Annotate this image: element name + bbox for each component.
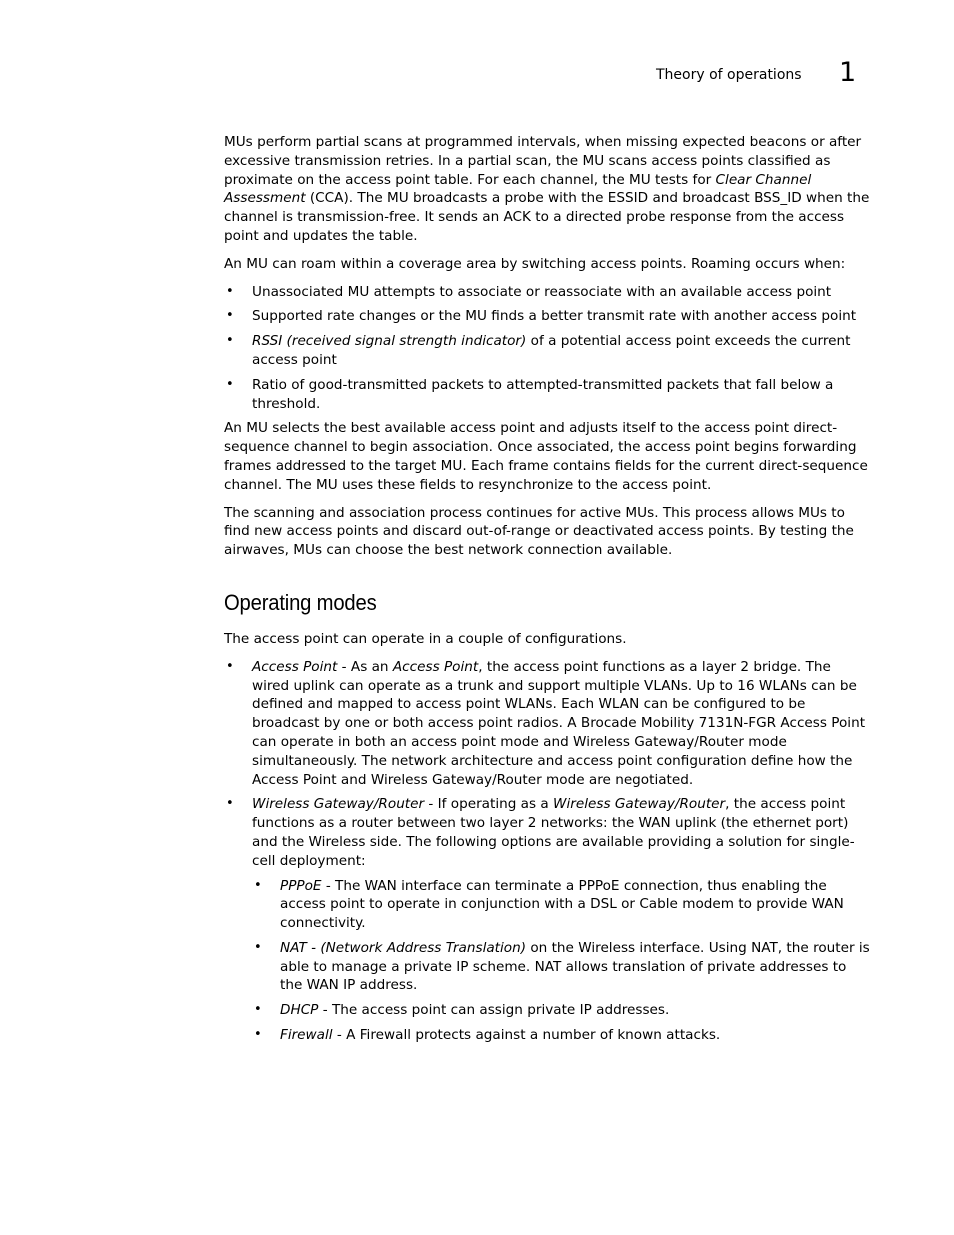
bullet-icon: • xyxy=(226,658,234,674)
running-header-title: Theory of operations xyxy=(656,67,802,83)
list-item-wireless-gateway: • Wireless Gateway/Router - If operating as a Wireless Gateway/Router, the access point functions as a router between two layer 2 networks: the WAN uplink (the ethernet port) and the Wireless side. The following options are available providing a solution for single-cell deployment: • PPPoE - The WAN interface can terminate a PPPoE connection, thus enabling the access point to operate in conjunction with a DSL or Cable modem to provide WAN connectivity. • NAT - (Network Address Translation) on the Wireless interface. Using NAT, the router is able to manage a private IP scheme. NAT allows translation of private addresses to the WAN IP address. • DHCP - The access point can assign private IP addresses. • Firewall - A Firewall protects against a number of known attacks. xyxy=(226,796,870,1044)
bullet-icon: • xyxy=(226,796,234,812)
bullet-icon: • xyxy=(226,376,234,392)
list-item: • Unassociated MU attempts to associate or reassociate with an available access point xyxy=(226,283,832,300)
bullet-icon: • xyxy=(226,308,234,324)
list-item: • Ratio of good-transmitted packets to attempted-transmitted packets that fall below a threshold. xyxy=(226,376,834,412)
list-item-pppoe: • PPPoE - The WAN interface can terminate a PPPoE connection, thus enabling the access point to operate in conjunction with a DSL or Cable modem to provide WAN connectivity. xyxy=(254,877,844,932)
page-body xyxy=(224,133,870,1051)
roaming-conditions-list xyxy=(224,283,870,414)
paragraph-association: An MU selects the best available access point and adjusts itself to the access point direct-sequence channel to begin association. Once associated, the access point begins forwarding frames addressed to the target MU. Each frame contains fields for the current direct-sequence channel. The MU uses these fields to resynchronize to the access point. xyxy=(224,420,868,493)
list-item-access-point: • Access Point - As an Access Point, the access point functions as a layer 2 bridge. The wired uplink can operate as a trunk and support multiple VLANs. Up to 16 WLANs can be defined and mapped to access point WLANs. Each WLAN can be configured to be broadcast by one or both access point radios. A Brocade Mobility 7131N-FGR Access Point can operate in both an access point mode and Wireless Gateway/Router mode simultaneously. The network architecture and access point configuration define how the Access Point and Wireless Gateway/Router mode are negotiated. xyxy=(226,658,866,788)
list-item: • RSSI (received signal strength indicator) of a potential access point exceeds the current access point xyxy=(226,333,851,368)
paragraph-partial-scans: MUs perform partial scans at programmed intervals, when missing expected beacons or after excessive transmission retries. In a partial scan, the MU scans access points classified as proximate on the access point table. For each channel, the MU tests for Clear Channel Assessment (CCA). The MU broadcasts a probe with the ESSID and broadcast BSS_ID when the channel is transmission-free. It sends an ACK to a directed probe response from the access point and updates the table. xyxy=(224,134,870,244)
term-cca: Clear Channel Assessment xyxy=(224,171,812,207)
gateway-options-list xyxy=(252,877,870,1045)
bullet-icon: • xyxy=(254,1027,262,1043)
paragraph-modes-intro: The access point can operate in a couple of configurations. xyxy=(224,630,627,647)
section-heading-operating-modes: Operating modes xyxy=(224,589,377,615)
chapter-number: 1 xyxy=(839,57,857,88)
bullet-icon: • xyxy=(254,877,262,893)
bullet-icon: • xyxy=(226,333,234,349)
bullet-icon: • xyxy=(254,939,262,955)
list-item-dhcp: • DHCP - The access point can assign private IP addresses. xyxy=(254,1002,670,1019)
page-header xyxy=(0,58,954,94)
list-item-firewall: • Firewall - A Firewall protects against a number of known attacks. xyxy=(254,1027,721,1044)
bullet-icon: • xyxy=(254,1002,262,1018)
paragraph-scanning-process: The scanning and association process continues for active MUs. This process allows MUs to find new access points and discard out-of-range or deactivated access points. By testing the airwaves, MUs can choose the best network connection available. xyxy=(224,504,854,559)
list-item-nat: • NAT - (Network Address Translation) on the Wireless interface. Using NAT, the router is able to manage a private IP scheme. NAT allows translation of private addresses to the WAN IP address. xyxy=(254,939,870,994)
list-item: • Supported rate changes or the MU finds a better transmit rate with another access point xyxy=(226,308,857,325)
paragraph-roaming-intro: An MU can roam within a coverage area by switching access points. Roaming occurs when: xyxy=(224,255,846,272)
operating-modes-list xyxy=(224,658,870,1045)
bullet-icon: • xyxy=(226,283,234,299)
